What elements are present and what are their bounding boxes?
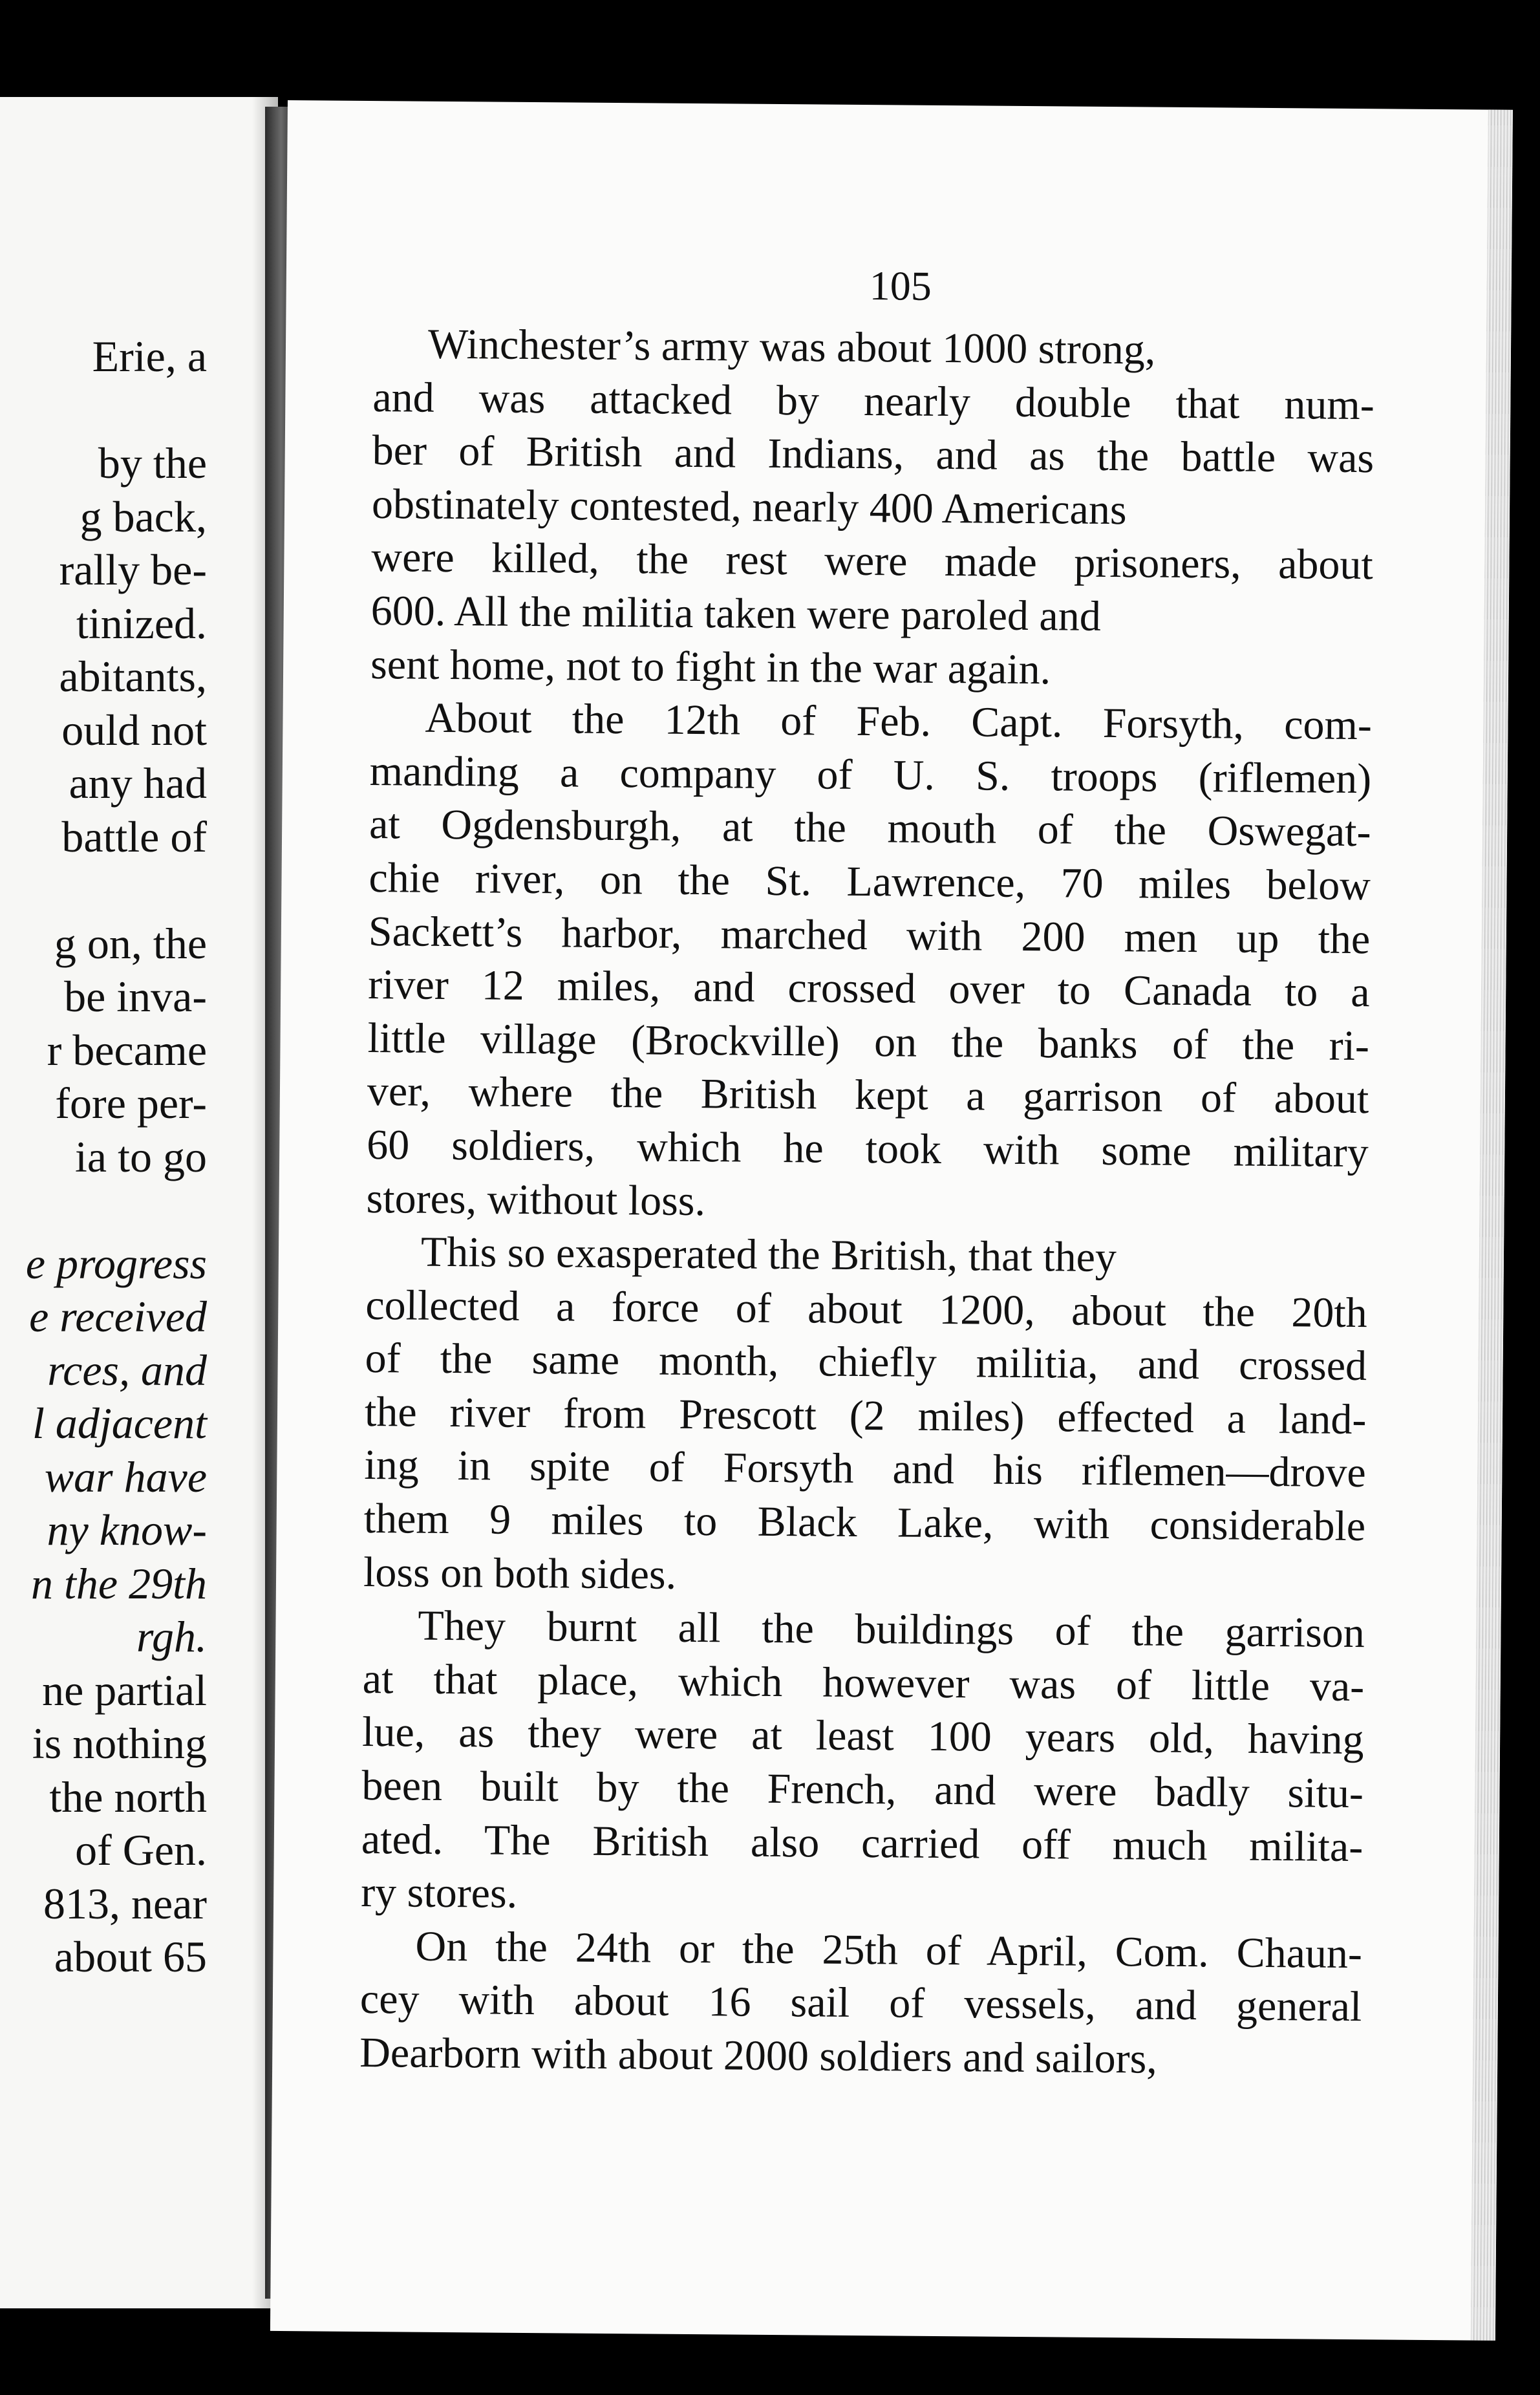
text-line: stores, without loss. — [366, 1174, 706, 1225]
text-line: lue, as they were at least 100 years old, having — [361, 1708, 1364, 1764]
text-line: them 9 miles to Black Lake, with considerable — [363, 1495, 1366, 1551]
paragraph — [361, 1599, 1365, 1928]
left-page-line — [26, 383, 207, 437]
left-page-line: ia to go — [75, 1132, 207, 1181]
left-page-line: ne partial — [42, 1665, 207, 1715]
left-page-line: rces, and — [47, 1345, 207, 1395]
page-number: 105 — [869, 263, 932, 309]
left-page-line — [26, 863, 207, 917]
text-line: river 12 miles, and crossed over to Canada to a — [367, 961, 1370, 1016]
left-page-line: fore per- — [55, 1079, 207, 1128]
text-line: This so exasperated the British, that they — [420, 1228, 1117, 1282]
text-line: On the 24th or the 25th of April, Com. Chaun- — [415, 1922, 1363, 1977]
text-line: 60 soldiers, which he took with some military — [367, 1121, 1369, 1177]
left-page-line: e received — [29, 1292, 207, 1341]
paragraph — [359, 1920, 1363, 2088]
left-page-line: g on, the — [54, 918, 207, 968]
text-line: been built by the French, and were badly situ- — [361, 1762, 1364, 1818]
text-line: were killed, the rest were made prisoners, about — [371, 533, 1374, 589]
text-line: cey with about 16 sail of vessels, and general — [359, 1975, 1362, 2031]
text-line: Sackett’s harbor, marched with 200 men up the — [368, 907, 1371, 963]
left-page-line: abitants, — [59, 652, 207, 701]
left-page-line: ny know- — [47, 1505, 207, 1554]
text-line: They burnt all the buildings of the garrison — [418, 1602, 1365, 1657]
text-line: collected a force of about 1200, about the 20th — [365, 1281, 1367, 1337]
left-page-line: be inva- — [64, 972, 207, 1021]
text-line: About the 12th of Feb. Capt. Forsyth, com- — [425, 694, 1373, 749]
right-page — [270, 100, 1513, 2341]
left-page-line: any had — [69, 758, 207, 808]
text-line: ber of British and Indians, and as the battle was — [372, 427, 1374, 482]
left-page-line: ould not — [61, 705, 207, 755]
text-line: loss on both sides. — [363, 1548, 677, 1598]
left-page — [0, 97, 278, 2308]
text-line: and was attacked by nearly double that num- — [372, 373, 1375, 429]
left-page-line: tinized. — [76, 598, 207, 648]
text-line: of the same month, chiefly militia, and crossed — [365, 1335, 1367, 1390]
text-line: sent home, not to fight in the war again. — [370, 640, 1051, 693]
left-page-line: the north — [49, 1772, 207, 1821]
text-line: chie river, on the St. Lawrence, 70 miles below — [369, 854, 1371, 910]
paragraph — [370, 317, 1375, 699]
left-page-line: about 65 — [54, 1932, 207, 1981]
left-page-line: rally be- — [59, 545, 207, 594]
page-edge — [1471, 110, 1513, 2341]
paragraph — [366, 691, 1372, 1233]
text-line: the river from Prescott (2 miles) effected a land- — [364, 1388, 1367, 1444]
left-page-line: r became — [47, 1025, 207, 1075]
left-page-line: g back, — [80, 491, 207, 541]
text-line: little village (Brockville) on the banks of the ri- — [367, 1014, 1370, 1069]
text-line: manding a company of U. S. troops (riflemen) — [369, 747, 1372, 802]
left-page-line: of Gen. — [75, 1825, 207, 1874]
text-line: ated. The British also carried off much milita- — [361, 1815, 1364, 1871]
left-page-line: is nothing — [32, 1719, 207, 1768]
left-page-line: rgh. — [136, 1612, 207, 1661]
left-page-line — [26, 1183, 207, 1237]
left-page-line: l adjacent — [32, 1399, 207, 1448]
left-page-text — [26, 330, 207, 1984]
paragraph — [363, 1225, 1368, 1607]
left-page-line: battle of — [61, 811, 207, 861]
text-line: 600. All the militia taken were paroled and — [370, 587, 1102, 640]
left-page-line: n the 29th — [31, 1558, 207, 1608]
text-line: obstinately contested, nearly 400 Americans — [371, 480, 1127, 533]
left-page-line: war have — [44, 1452, 207, 1501]
left-page-line: by the — [98, 438, 207, 488]
text-line: ing in spite of Forsyth and his riflemen—drove — [364, 1441, 1367, 1497]
text-line: at Ogdensburgh, at the mouth of the Oswegat- — [369, 800, 1371, 856]
text-line: Winchester’s army was about 1000 strong, — [427, 320, 1156, 374]
page-body — [359, 317, 1375, 2088]
text-line: Dearborn with about 2000 soldiers and sailors, — [359, 2028, 1158, 2083]
left-page-line: 813, near — [43, 1878, 207, 1928]
text-line: ver, where the British kept a garrison of about — [367, 1068, 1369, 1123]
text-line: at that place, which however was of little va- — [362, 1655, 1365, 1710]
text-line: ry stores. — [360, 1869, 518, 1918]
left-page-line: Erie, a — [92, 332, 207, 381]
left-page-line: e progress — [25, 1238, 207, 1288]
